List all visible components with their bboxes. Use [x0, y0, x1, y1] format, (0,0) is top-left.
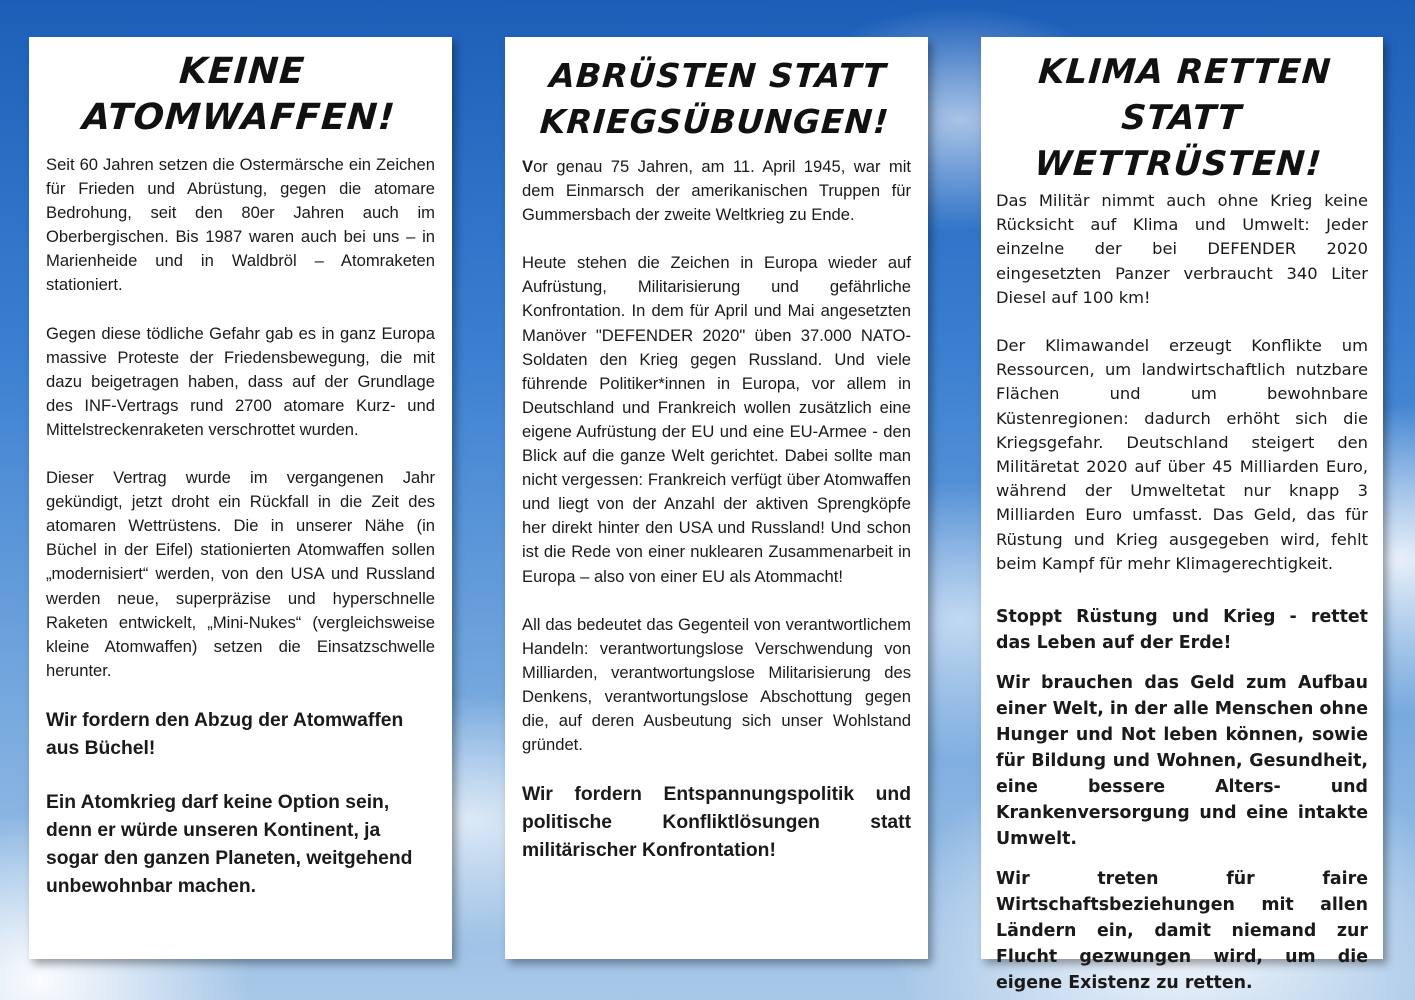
paragraph: Heute stehen die Zeichen in Europa wieder auf Aufrüstung, Militarisierung und gefährliche Konfrontation. In dem für April und Mai angesetzten Manöver "DEFENDER 2020" üben 37.000 NATO-Soldaten den Krieg gegen Russland. Und viele führende Politiker*innen in Europa, vor allem in Deutschland und Frankreich wollen zusätzlich eine eigene Aufrüstung der EU und eine EU-Armee - den Blick auf die ganze Welt gerichtet. Dabei sollte man nicht vergessen: Frankreich verfügt über Atomwaffen und liegt von der Anzahl der aktiven Sprengköpfe her direkt hinter den USA und Russland! Und schon ist die Rede von einer nuklearen Zusammenarbeit in Europa – also von einer EU als Atommacht!: [522, 253, 911, 586]
paragraph: Dieser Vertrag wurde im vergangenen Jahr gekündigt, jetzt droht ein Rückfall in die Zeit des atomaren Wettrüstens. Die in unserer Nähe (in Büchel in der Eifel) stationierten Atomwaffen sollen „modernisiert“ werden, von den USA und Russland werden neue, superpräzise und hyperschnelle Raketen entwickelt, „Mini-Nukes“ (vergleichsweise kleine Atomwaffen) setzen die Einsatzschwelle herunter.: [46, 468, 435, 680]
demand-paragraph: Ein Atomkrieg darf keine Option sein, denn er würde unseren Kontinent, ja sogar den ganzen Planeten, weitgehend unbewohnbar machen.: [46, 791, 413, 897]
title-line: ABRÜSTEN STATT: [548, 56, 888, 95]
demand-paragraph: Wir fordern den Abzug der Atomwaffen aus Büchel!: [46, 709, 404, 759]
title-line: KLIMA RETTEN: [1037, 52, 1333, 92]
lead-paragraph: [522, 155, 911, 227]
column-body: [29, 153, 452, 901]
demand-paragraph: Wir fordern Entspannungspolitik und politische Konfliktlösungen statt militärischer Konfrontation!: [522, 784, 911, 862]
column-keine-atomwaffen: [29, 37, 452, 959]
paragraph: Das Militär nimmt auch ohne Krieg keine Rücksicht auf Klima und Umwelt: Jeder einzelne der bei DEFENDER 2020 eingesetzten Panzer verbraucht 340 Liter Diesel auf 100 km!: [996, 191, 1368, 307]
demand-paragraph: Stoppt Rüstung und Krieg - rettet das Leben auf der Erde!: [996, 607, 1368, 654]
paragraph: Der Klimawandel erzeugt Konflikte um Ressourcen, um landwirtschaftlich nutzbare Flächen und um bewohnbare Küstenregionen: dadurch erhöht sich die Kriegsgefahr. Deutschland steigert den Militäretat 2020 auf über 45 Milliarden Euro, während der Umweltetat nur knapp 3 Milliarden Euro umfasst. Das Geld, das für Rüstung und Krieg ausgegeben wird, fehlt beim Kampf für mehr Klimagerechtigkeit.: [996, 336, 1368, 573]
column-title: [976, 37, 1389, 189]
title-line: ATOMWAFFEN!: [80, 97, 397, 138]
lead-text: or genau 75 Jahren, am 11. April 1945, war mit dem Einmarsch der amerikanischen Truppen für Gummersbach der zweite Weltkrieg zu Ende.: [522, 157, 911, 225]
paragraph: All das bedeutet das Gegenteil von verantwortlichem Handeln: verantwortungslose Verschwendung von Milliarden, verantwortungslose Militarisierung des Denkens, verantwortungslose Abschottung gegen die, auf deren Ausbeutung sich unser Wohlstand gründet.: [522, 614, 911, 755]
column-klima-retten: [981, 37, 1383, 994]
title-line: STATT: [1120, 98, 1244, 138]
demand-paragraph: Wir brauchen das Geld zum Aufbau einer Welt, in der alle Menschen ohne Hunger und Not leben können, sowie für Bildung und Wohnen, Gesundheit, eine bessere Alters- und Krankenversorgung und eine intakte Umwelt.: [996, 673, 1368, 850]
title-line: KEINE: [177, 51, 307, 92]
demand-paragraph: Wir treten für faire Wirtschaftsbeziehungen mit allen Ländern ein, damit niemand zur Flucht gezwungen wird, um die eigene Existenz zu retten.: [996, 869, 1368, 994]
title-line: KRIEGSÜBUNGEN!: [538, 102, 891, 141]
column-abruesten: [505, 37, 928, 959]
column-body: [981, 189, 1383, 996]
column-title: [501, 37, 932, 155]
title-line: WETTRÜSTEN!: [1033, 144, 1324, 184]
column-body: [505, 155, 928, 865]
paragraph: Gegen diese tödliche Gefahr gab es in ganz Europa massive Proteste der Friedensbewegung, die mit dazu beigetragen haben, dass auf der Grundlage des INF-Vertrags rund 2700 atomare Kurz- und Mittelstreckenraketen verschrottet wurden.: [46, 323, 435, 439]
lead-initial: V: [522, 157, 534, 176]
column-title: [25, 37, 456, 153]
paragraph: Seit 60 Jahren setzen die Ostermärsche ein Zeichen für Frieden und Abrüstung, gegen die atomare Bedrohung, seit den 80er Jahren auch im Oberbergischen. Bis 1987 waren auch bei uns – in Marienheide und in Waldbröl – Atomraketen stationiert.: [46, 155, 435, 295]
